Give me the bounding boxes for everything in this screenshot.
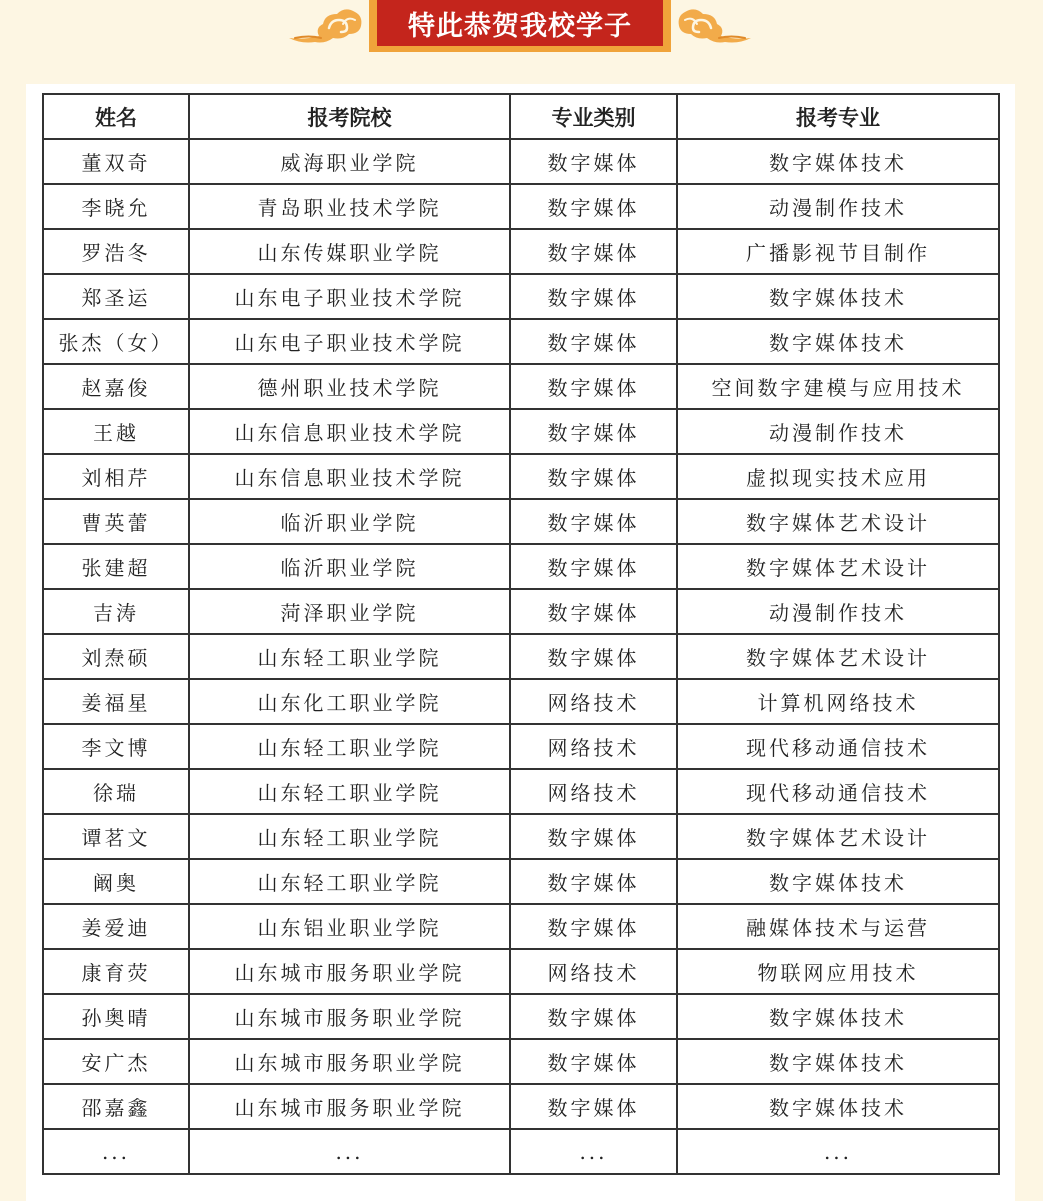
cell-category: 数字媒体 <box>510 904 677 949</box>
cell-student-name: 郑圣运 <box>43 274 189 319</box>
cell-school: 青岛职业技术学院 <box>189 184 510 229</box>
cell-student-name: 罗浩冬 <box>43 229 189 274</box>
cell-school: 山东传媒职业学院 <box>189 229 510 274</box>
cell-school: 德州职业技术学院 <box>189 364 510 409</box>
cell-student-name: 安广杰 <box>43 1039 189 1084</box>
cell-student-name: 王越 <box>43 409 189 454</box>
cell-major: 数字媒体艺术设计 <box>677 634 999 679</box>
header-major: 报考专业 <box>677 94 999 139</box>
cell-major: 数字媒体技术 <box>677 1084 999 1129</box>
cell-school: 山东电子职业技术学院 <box>189 274 510 319</box>
table-row <box>43 859 999 904</box>
auspicious-cloud-left-icon <box>285 2 365 46</box>
cell-school: 山东信息职业技术学院 <box>189 454 510 499</box>
banner-title-inner <box>377 0 663 46</box>
cell-school: 山东铝业职业学院 <box>189 904 510 949</box>
cell-category: 网络技术 <box>510 949 677 994</box>
auspicious-cloud-right-icon <box>675 2 755 46</box>
cell-category: 数字媒体 <box>510 229 677 274</box>
header-banner <box>0 0 1043 60</box>
table-row <box>43 994 999 1039</box>
cell-category: 数字媒体 <box>510 319 677 364</box>
cell-school: 山东轻工职业学院 <box>189 814 510 859</box>
table-row <box>43 589 999 634</box>
cell-school: 山东化工职业学院 <box>189 679 510 724</box>
header-name: 姓名 <box>43 94 189 139</box>
cell-student-name: 阚奥 <box>43 859 189 904</box>
banner-title-box <box>369 0 671 52</box>
cell-school: 临沂职业学院 <box>189 499 510 544</box>
cell-student-name: 李晓允 <box>43 184 189 229</box>
cell-student-name: 刘相芹 <box>43 454 189 499</box>
cell-category: 数字媒体 <box>510 139 677 184</box>
cell-school: 威海职业学院 <box>189 139 510 184</box>
cell-category: 网络技术 <box>510 769 677 814</box>
cell-school: 菏泽职业学院 <box>189 589 510 634</box>
cell-student-name: 孙奥晴 <box>43 994 189 1039</box>
cell-school: 临沂职业学院 <box>189 544 510 589</box>
cell-major: 现代移动通信技术 <box>677 724 999 769</box>
cell-student-name: 吉涛 <box>43 589 189 634</box>
table-row <box>43 184 999 229</box>
table-row <box>43 949 999 994</box>
cell-major: 计算机网络技术 <box>677 679 999 724</box>
table-row <box>43 679 999 724</box>
table-row <box>43 409 999 454</box>
table-row <box>43 1084 999 1129</box>
cell-major: ... <box>677 1129 999 1174</box>
cell-school: 山东轻工职业学院 <box>189 634 510 679</box>
table-row <box>43 814 999 859</box>
cell-major: 数字媒体技术 <box>677 139 999 184</box>
table-row <box>43 1039 999 1084</box>
cell-major: 虚拟现实技术应用 <box>677 454 999 499</box>
cell-school: ... <box>189 1129 510 1174</box>
table-row <box>43 904 999 949</box>
cell-major: 动漫制作技术 <box>677 409 999 454</box>
cell-major: 空间数字建模与应用技术 <box>677 364 999 409</box>
cell-student-name: 张杰（女） <box>43 319 189 364</box>
cell-major: 广播影视节目制作 <box>677 229 999 274</box>
cell-school: 山东轻工职业学院 <box>189 859 510 904</box>
cell-major: 数字媒体技术 <box>677 994 999 1039</box>
cell-category: 数字媒体 <box>510 1084 677 1129</box>
banner-title: 特此恭贺我校学子 <box>408 10 632 42</box>
cell-category: 数字媒体 <box>510 454 677 499</box>
table-row <box>43 634 999 679</box>
cell-student-name: 赵嘉俊 <box>43 364 189 409</box>
table-row <box>43 319 999 364</box>
cell-category: 数字媒体 <box>510 184 677 229</box>
cell-category: 数字媒体 <box>510 814 677 859</box>
admission-table <box>42 93 1000 1175</box>
cell-student-name: 康育荧 <box>43 949 189 994</box>
cell-major: 动漫制作技术 <box>677 589 999 634</box>
cell-major: 数字媒体艺术设计 <box>677 499 999 544</box>
cell-major: 数字媒体技术 <box>677 274 999 319</box>
table-row <box>43 499 999 544</box>
cell-school: 山东电子职业技术学院 <box>189 319 510 364</box>
cell-major: 数字媒体艺术设计 <box>677 814 999 859</box>
table-row <box>43 139 999 184</box>
cell-category: 数字媒体 <box>510 409 677 454</box>
header-school: 报考院校 <box>189 94 510 139</box>
cell-major: 融媒体技术与运营 <box>677 904 999 949</box>
cell-student-name: ... <box>43 1129 189 1174</box>
cell-school: 山东信息职业技术学院 <box>189 409 510 454</box>
cell-category: ... <box>510 1129 677 1174</box>
cell-major: 物联网应用技术 <box>677 949 999 994</box>
table-body <box>43 139 999 1174</box>
cell-school: 山东城市服务职业学院 <box>189 994 510 1039</box>
cell-category: 网络技术 <box>510 724 677 769</box>
cell-category: 数字媒体 <box>510 274 677 319</box>
cell-category: 网络技术 <box>510 679 677 724</box>
admission-list-document <box>26 84 1015 1201</box>
table-row <box>43 769 999 814</box>
cell-major: 现代移动通信技术 <box>677 769 999 814</box>
cell-major: 动漫制作技术 <box>677 184 999 229</box>
cell-school: 山东轻工职业学院 <box>189 769 510 814</box>
cell-category: 数字媒体 <box>510 499 677 544</box>
table-row <box>43 724 999 769</box>
cell-school: 山东城市服务职业学院 <box>189 1084 510 1129</box>
cell-major: 数字媒体技术 <box>677 859 999 904</box>
cell-student-name: 谭茗文 <box>43 814 189 859</box>
table-row <box>43 1129 999 1174</box>
table-row <box>43 229 999 274</box>
cell-major: 数字媒体技术 <box>677 1039 999 1084</box>
cell-category: 数字媒体 <box>510 364 677 409</box>
table-row <box>43 364 999 409</box>
cell-category: 数字媒体 <box>510 634 677 679</box>
table-header-row <box>43 94 999 139</box>
cell-student-name: 张建超 <box>43 544 189 589</box>
cell-major: 数字媒体艺术设计 <box>677 544 999 589</box>
cell-student-name: 邵嘉鑫 <box>43 1084 189 1129</box>
cell-category: 数字媒体 <box>510 1039 677 1084</box>
cell-category: 数字媒体 <box>510 544 677 589</box>
cell-student-name: 徐瑞 <box>43 769 189 814</box>
cell-school: 山东轻工职业学院 <box>189 724 510 769</box>
cell-category: 数字媒体 <box>510 589 677 634</box>
cell-student-name: 姜福星 <box>43 679 189 724</box>
cell-student-name: 姜爱迪 <box>43 904 189 949</box>
cell-school: 山东城市服务职业学院 <box>189 1039 510 1084</box>
cell-major: 数字媒体技术 <box>677 319 999 364</box>
cell-student-name: 董双奇 <box>43 139 189 184</box>
cell-category: 数字媒体 <box>510 994 677 1039</box>
cell-school: 山东城市服务职业学院 <box>189 949 510 994</box>
table-row <box>43 454 999 499</box>
table-row <box>43 544 999 589</box>
cell-category: 数字媒体 <box>510 859 677 904</box>
table-row <box>43 274 999 319</box>
cell-student-name: 李文博 <box>43 724 189 769</box>
cell-student-name: 刘焘硕 <box>43 634 189 679</box>
header-category: 专业类别 <box>510 94 677 139</box>
cell-student-name: 曹英蕾 <box>43 499 189 544</box>
